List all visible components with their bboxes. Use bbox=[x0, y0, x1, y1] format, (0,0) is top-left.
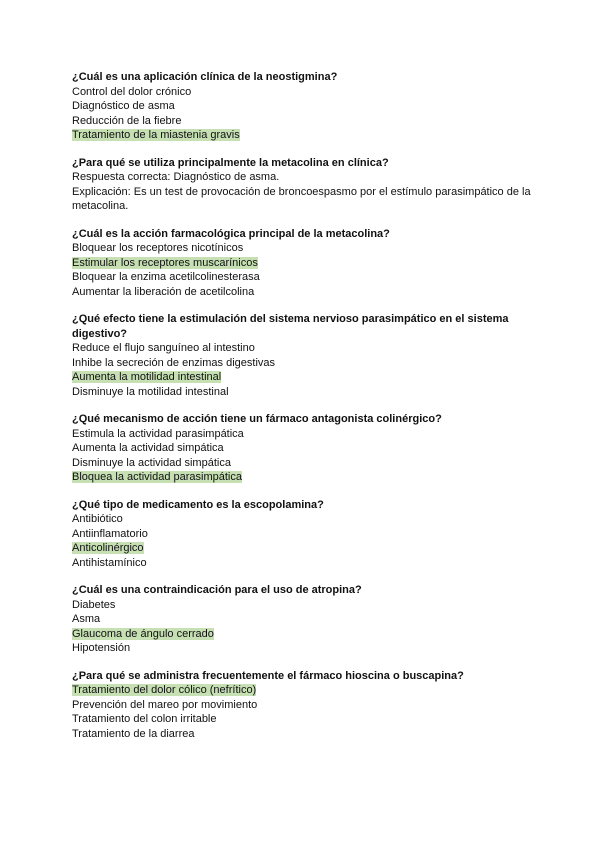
answer-option: Aumenta la actividad simpática bbox=[72, 442, 224, 454]
question-block bbox=[72, 227, 532, 300]
question-text: ¿Cuál es la acción farmacológica principal de la metacolina? bbox=[72, 227, 390, 240]
question-text: ¿Cuál es una contraindicación para el uso de atropina? bbox=[72, 584, 362, 596]
question-block bbox=[72, 412, 532, 485]
question-block bbox=[72, 498, 532, 571]
answer-option: Hipotensión bbox=[72, 642, 131, 654]
answer-option-correct bbox=[72, 370, 532, 385]
highlight: Bloquea la actividad parasimpática bbox=[72, 471, 242, 483]
answer-option-correct bbox=[72, 128, 532, 143]
answer-option-correct bbox=[72, 627, 532, 642]
answer-option: Antibiótico bbox=[72, 513, 123, 525]
highlight: Tratamiento del dolor cólico (nefrítico) bbox=[72, 684, 257, 696]
answer-option: Inhibe la secreción de enzimas digestivas bbox=[72, 356, 276, 369]
explanation-text: Explicación: Es un test de provocación de broncoespasmo por el estímulo parasimpático de la metacolina. bbox=[72, 185, 531, 212]
highlight: Glaucoma de ángulo cerrado bbox=[72, 627, 214, 640]
answer-option: Tratamiento de la diarrea bbox=[72, 727, 195, 740]
question-block bbox=[72, 312, 532, 399]
question-block bbox=[72, 156, 532, 214]
answer-option: Bloquear la enzima acetilcolinesterasa bbox=[72, 271, 260, 283]
answer-option: Control del dolor crónico bbox=[72, 85, 192, 98]
answer-option: Estimula la actividad parasimpática bbox=[72, 427, 244, 440]
question-text: ¿Para qué se administra frecuentemente el fármaco hioscina o buscapina? bbox=[72, 669, 464, 682]
answer-option: Reducción de la fiebre bbox=[72, 114, 182, 127]
question-text: ¿Qué mecanismo de acción tiene un fármaco antagonista colinérgico? bbox=[72, 413, 442, 425]
answer-option: Disminuye la actividad simpática bbox=[72, 456, 231, 469]
highlight: Estimular los receptores muscarínicos bbox=[72, 256, 258, 269]
answer-option: Asma bbox=[72, 613, 101, 625]
answer-option: Aumentar la liberación de acetilcolina bbox=[72, 285, 255, 298]
answer-line: Respuesta correcta: Diagnóstico de asma. bbox=[72, 171, 280, 183]
answer-option: Prevención del mareo por movimiento bbox=[72, 698, 258, 711]
answer-option: Disminuye la motilidad intestinal bbox=[72, 385, 229, 398]
answer-option-correct bbox=[72, 683, 532, 698]
answer-option: Bloquear los receptores nicotínicos bbox=[72, 242, 244, 254]
question-text: ¿Qué efecto tiene la estimulación del sistema nervioso parasimpático en el sistema digestivo? bbox=[72, 313, 509, 340]
answer-option: Tratamiento del colon irritable bbox=[72, 713, 217, 725]
highlight: Aumenta la motilidad intestinal bbox=[72, 371, 222, 383]
question-text: ¿Cuál es una aplicación clínica de la neostigmina? bbox=[72, 71, 338, 83]
answer-option: Diagnóstico de asma bbox=[72, 100, 175, 112]
answer-option: Reduce el flujo sanguíneo al intestino bbox=[72, 342, 255, 354]
question-text: ¿Para qué se utiliza principalmente la metacolina en clínica? bbox=[72, 156, 389, 169]
question-text: ¿Qué tipo de medicamento es la escopolamina? bbox=[72, 498, 324, 511]
question-block bbox=[72, 583, 532, 656]
highlight: Tratamiento de la miastenia gravis bbox=[72, 129, 240, 141]
answer-option: Antiinflamatorio bbox=[72, 527, 148, 540]
document-page bbox=[72, 70, 532, 754]
answer-option: Diabetes bbox=[72, 598, 116, 611]
question-block bbox=[72, 70, 532, 143]
answer-option: Antihistamínico bbox=[72, 556, 147, 569]
highlight: Anticolinérgico bbox=[72, 542, 144, 554]
answer-option-correct bbox=[72, 470, 532, 485]
question-block bbox=[72, 669, 532, 742]
answer-option-correct bbox=[72, 541, 532, 556]
answer-option-correct bbox=[72, 256, 532, 271]
